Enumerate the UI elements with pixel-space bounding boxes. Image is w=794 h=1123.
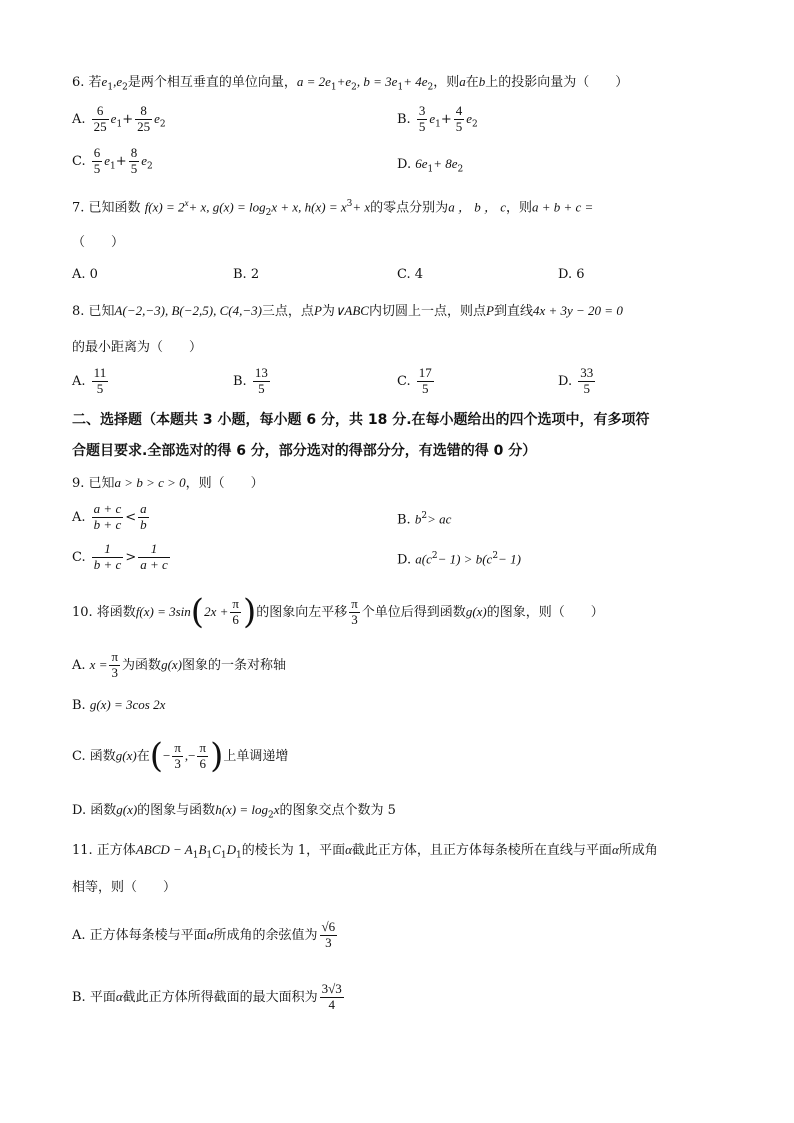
fraction: $\frac{11}{5}$ xyxy=(93,365,107,396)
q7-paren: （ ） xyxy=(72,235,125,250)
q6-stem: 6. 若$e_1,e_2$是两个相互垂直的单位向量，$a = 2e_1+e_2$, $b = 3e_1+ 4e_2$，则a在b上的投影向量为（ ） xyxy=(72,74,629,93)
q10-option-a: A. x = $\frac{\pi}{3}$ 为函数g(x)图象的一条对称轴 xyxy=(72,649,287,680)
section-heading-line2: 合题目要求.全部选对的得 6 分，部分选对的得部分分，有选错的得 0 分） xyxy=(72,443,537,459)
q7-stem: 7. 已知函数 $f(x) = 2^x+ x$, $g(x) = \log_2x + x$, $h(x) = x^3+ x$的零点分别为a ， b ， c，则a + b + c = xyxy=(72,198,594,218)
q8-line2: 的最小距离为（ ） xyxy=(72,340,203,355)
fraction: $\frac{8}{5}$ xyxy=(130,145,138,176)
fraction: $\frac{6}{25}$ xyxy=(93,103,107,134)
fraction: $\frac{\pi}{3}$ xyxy=(111,649,119,680)
fraction: $\frac{\pi}{3}$ xyxy=(351,595,358,627)
q11-stem: 11. 正方体ABCD − $A_1B_1C_1D_1$的棱长为 1，平面α截此正方体，且正方体每条棱所在直线与平面α所成角 xyxy=(72,842,658,861)
q11-line2: 相等，则（ ） xyxy=(72,880,177,895)
q8-stem: 8. 已知A(−2,−3), B(−2,5), C(4,−3)三点，点P为∨ABC内切圆上一点，则点P到直线4x + 3y − 20 = 0 xyxy=(72,303,623,319)
q9-option-b: B. $b^2>$ ac xyxy=(397,511,452,528)
fraction: $\frac{1}{a + c}$ xyxy=(140,541,168,572)
q10-option-c: C. 函数g(x)在(− $\frac{\pi}{3}$ ,− $\frac{\pi}{6}$ )上单调递增 xyxy=(72,736,289,776)
fraction: $\frac{\pi}{6}$ xyxy=(232,595,239,627)
fraction: $\frac{a}{b}$ xyxy=(140,501,147,532)
fraction: $\frac{4}{5}$ xyxy=(455,103,463,134)
fraction: $\frac{6}{5}$ xyxy=(93,145,101,176)
fraction: $\frac{√6}{3}$ xyxy=(321,919,336,950)
q6-option-b: B. $\frac{3}{5}$ $e_1+$ $\frac{4}{5}$ $e_2$ xyxy=(397,103,478,134)
fraction: $\frac{1}{b + c}$ xyxy=(93,541,122,572)
fraction: $\frac{17}{5}$ xyxy=(418,365,432,396)
q11-option-b: B. 平面α截此正方体所得截面的最大面积为 $\frac{3√3}{4}$ xyxy=(72,981,342,1012)
q9-option-a: A. $\frac{a + c}{b + c}$ < $\frac{a}{b}$ xyxy=(72,501,147,532)
fraction: $\frac{33}{5}$ xyxy=(580,365,594,396)
q10-option-b: B. g(x) = 3cos 2x xyxy=(72,697,166,713)
q10-option-d: D. 函数g(x)的图象与函数$h(x) = \log_2x$的图象交点个数为 5 xyxy=(72,802,396,821)
q9-option-c: C. $\frac{1}{b + c}$ > $\frac{1}{a + c}$ xyxy=(72,541,168,572)
q8-option-d: D. $\frac{33}{5}$ xyxy=(558,365,594,396)
q10-stem: 10. 将函数f(x) = 3sin(2x + $\frac{\pi}{6}$ )的图象向左平移 $\frac{\pi}{3}$ 个单位后得到函数g(x)的图象，则（ ） xyxy=(72,592,604,632)
fraction: $\frac{\pi}{6}$ xyxy=(199,739,207,771)
q8-option-a: A. $\frac{11}{5}$ xyxy=(72,365,107,396)
q9-stem: 9. 已知a > b > c > 0，则（ ） xyxy=(72,475,264,491)
q8-option-c: C. $\frac{17}{5}$ xyxy=(397,365,432,396)
fraction: $\frac{a + c}{b + c}$ xyxy=(93,501,122,532)
fraction: $\frac{13}{5}$ xyxy=(254,365,268,396)
fraction: $\frac{3}{5}$ xyxy=(418,103,426,134)
fraction: $\frac{8}{25}$ xyxy=(137,103,151,134)
section-heading: 二、选择题（本题共 3 小题，每小题 6 分，共 18 分.在每小题给出的四个选项中，有多项符 xyxy=(72,412,650,428)
q7-option-d: D. 6 xyxy=(558,267,585,282)
q7-option-c: C. 4 xyxy=(397,267,424,282)
q7-option-a: A. 0 xyxy=(72,267,98,282)
q7-option-b: B. 2 xyxy=(233,267,260,282)
q9-option-d: D. $a(c^2- 1) > b(c^2- 1)$ xyxy=(397,551,521,568)
q6-option-c: C. $\frac{6}{5}$ $e_1+$ $\frac{8}{5}$ $e_2$ xyxy=(72,145,153,176)
fraction: $\frac{\pi}{3}$ xyxy=(174,739,181,771)
q8-option-b: B. $\frac{13}{5}$ xyxy=(233,365,268,396)
fraction: $\frac{3√3}{4}$ xyxy=(321,981,342,1012)
q6-option-a: A. $\frac{6}{25}$ $e_1+$ $\frac{8}{25}$ $e_2$ xyxy=(72,103,166,134)
q6-option-d: D. $6e_1+ 8e_2$ xyxy=(397,156,464,175)
q11-option-a: A. 正方体每条棱与平面α所成角的余弦值为 $\frac{√6}{3}$ xyxy=(72,919,336,950)
